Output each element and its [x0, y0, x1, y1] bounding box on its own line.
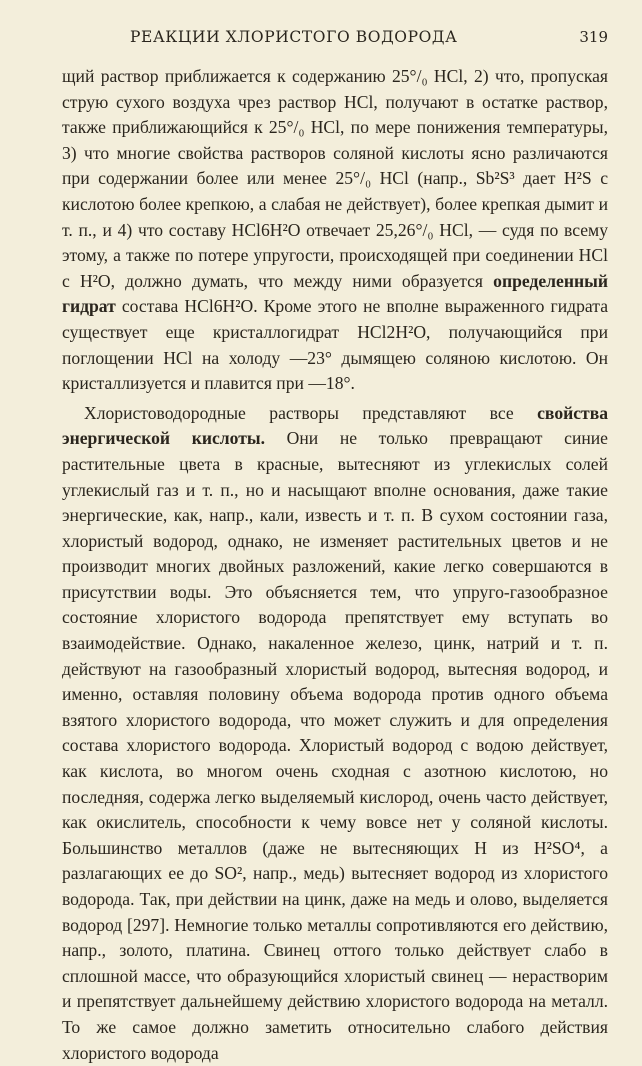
running-header: [62, 28, 608, 46]
running-title: РЕАКЦИИ ХЛОРИСТОГО ВОДОРОДА: [130, 28, 458, 46]
paragraph-1: [62, 64, 608, 397]
body-text: [62, 64, 608, 1066]
bold-term-acid-properties: свойства энергической кислоты.: [62, 402, 608, 449]
text-segment: Они не только превращают синие растительные цвета в красные, вытесняют из углекислых солей углекислый газ и т. п., но и насыщают вполне основания, даже такие энергические, как, напр., кали, известь и т. п. В сухом состоянии газа, хлористый водород, однако, не изменяет растительных цветов и не производит многих двойных разложений, какие легко совершаются в присутствии воды. Это объясняется тем, что упруго-газообразное состояние хлористого водорода препятствует ему вступать во взаимодействие. Однако, накаленное железо, цинк, натрий и т. п. действуют на газообразный хлористый водород, вытесняя водород, и именно, оставляя половину объема водорода против одного объема взятого хлористого водорода, что может служить и для определения состава хлористого водорода. Хлористый водород с водою действует, как кислота, во многом очень сходная с азотною кислотою, но последняя, содержа легко выделяемый кислород, очень часто действует, как окислитель, способности к чему вовсе нет у соляной кислоты. Большинство металлов (даже не вытесняющих H из H²SO⁴, а разлагающих ее до SO², напр., медь) вытесняет водород из хлористого водорода. Так, при действии на цинк, даже на медь и олово, выделяется водород [297]. Немногие только металлы сопротивляются его действию, напр., золото, платина. Свинец оттого только действует слабо в сплошной массе, что образующийся хлористый свинец — нерастворим и препятствует дальнейшему действию хлористого водорода на металл. То же самое должно заметить относительно слабого действия хлористого водорода: [62, 428, 608, 1063]
text-segment: Хлористоводородные растворы представляют все: [84, 402, 538, 423]
paragraph-2: [62, 401, 608, 1066]
text-segment: щий раствор приближается к содержанию 25°/₀ HCl, 2) что, пропуская струю сухого воздуха чрез раствор HCl, получают в остатке раствор, также приближающийся к 25°/₀ HCl, по мере понижения температуры, 3) что многие свойства растворов соляной кислоты ясно различаются при содержании более или менее 25°/₀ HCl (напр., Sb²S³ дает H²S с кислотою более крепкою, а слабая не действует), более крепкая дымит и т. п., и 4) что составу HCl6H²O отвечает 25,26°/₀ HCl, — судя по всему этому, а также по потере упругости, происходящей при соединении HCl с H²O, должно думать, что между ними образуется: [62, 66, 608, 291]
bold-term-hydrate: определенный гидрат: [62, 270, 608, 317]
text-segment: состава HCl6H²O. Кроме этого не вполне выраженного гидрата существует еще кристаллогидрат HCl2H²O, получающийся при поглощении HCl на холоду —23° дымящею соляною кислотою. Он кристаллизуется и плавится при —18°.: [62, 296, 608, 394]
page-number: 319: [579, 28, 608, 46]
